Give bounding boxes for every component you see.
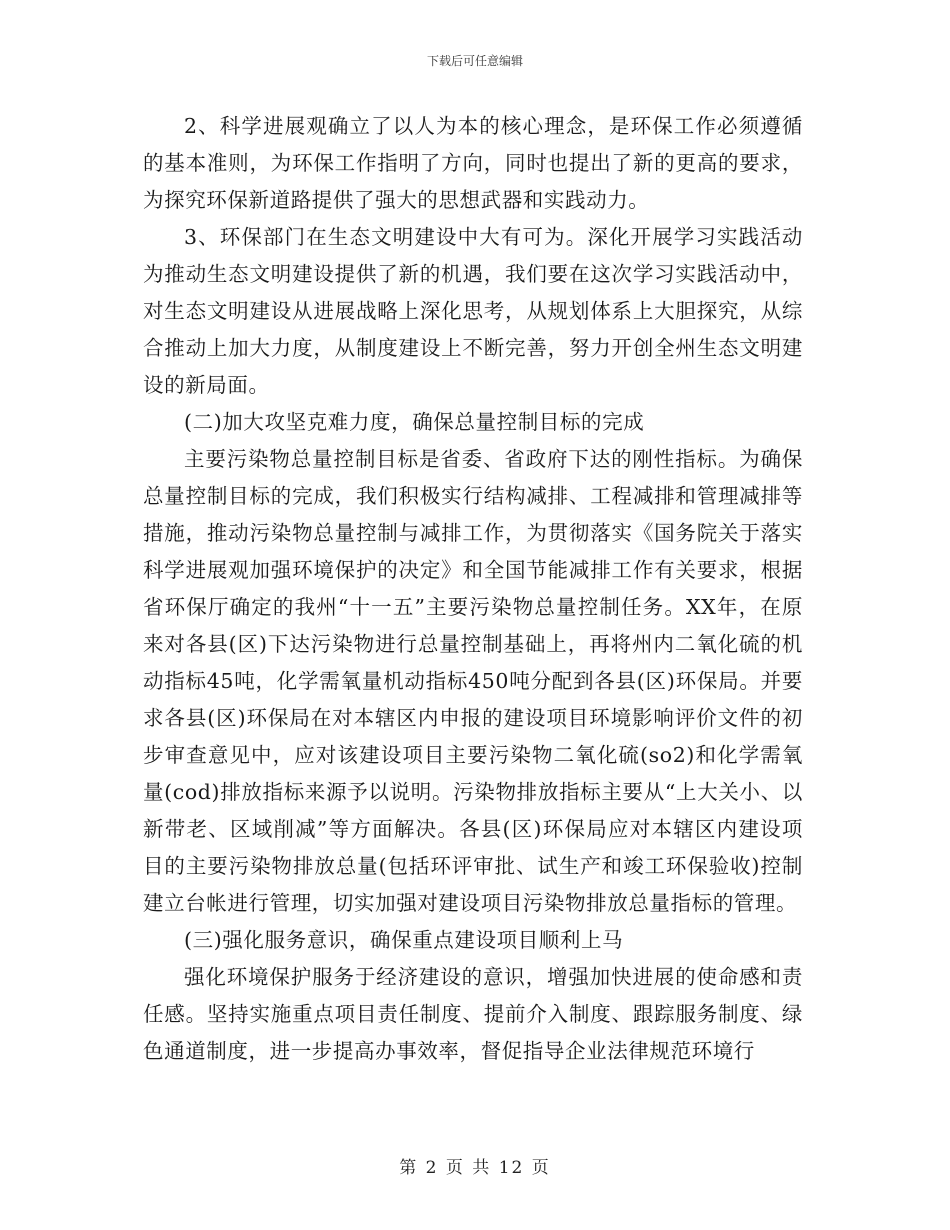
paragraph-service-awareness: 强化环境保护服务于经济建设的意识，增强加快进展的使命感和责任感。坚持实施重点项目责任制度、提前介入制度、跟踪服务制度、绿色通道制度，进一步提高办事效率，督促指导企业法律规范环境行 bbox=[143, 965, 803, 1063]
paragraph-point-2: 2、科学进展观确立了以人为本的核心理念，是环保工作必须遵循的基本准则，为环保工作指明了方向，同时也提出了新的更高的要求，为探究环保新道路提供了强大的思想武器和实践动力。 bbox=[143, 114, 803, 212]
document-body bbox=[143, 108, 803, 1070]
page-header: 下载后可任意编辑 bbox=[426, 54, 523, 68]
paragraph-total-control: 主要污染物总量控制目标是省委、省政府下达的刚性指标。为确保总量控制目标的完成，我们积极实行结构减排、工程减排和管理减排等措施，推动污染物总量控制与减排工作，为贯彻落实《国务院关于落实科学进展观加强环境保护的决定》和全国节能减排工作有关要求，根据省环保厅确定的我州“十一五”主要污染物总量控制任务。XX年，在原来对各县(区)下达污染物进行总量控制基础上，再将州内二氧化硫的机动指标45吨，化学需氧量机动指标450吨分配到各县(区)环保局。并要求各县(区)环保局在对本辖区内申报的建设项目环境影响评价文件的初步审查意见中，应对该建设项目主要污染物二氧化硫(so2)和化学需氧量(cod)排放指标来源予以说明。污染物排放指标主要从“上大关小、以新带老、区域削减”等方面解决。各县(区)环保局应对本辖区内建设项目的主要污染物排放总量(包括环评审批、试生产和竣工环保验收)控制建立台帐进行管理，切实加强对建设项目污染物排放总量指标的管理。 bbox=[143, 447, 803, 915]
section-heading-3: (三)强化服务意识，确保重点建设项目顺利上马 bbox=[184, 928, 624, 952]
paragraph-point-3: 3、环保部门在生态文明建设中大有可为。深化开展学习实践活动为推动生态文明建设提供了新的机遇，我们要在这次学习实践活动中，对生态文明建设从进展战略上深化思考，从规划体系上大胆探究，从综合推动上加大力度，从制度建设上不断完善，努力开创全州生态文明建设的新局面。 bbox=[143, 225, 803, 397]
page-footer: 第 2 页 共 12 页 bbox=[399, 1158, 551, 1178]
section-heading-2: (二)加大攻坚克难力度，确保总量控制目标的完成 bbox=[184, 410, 645, 434]
